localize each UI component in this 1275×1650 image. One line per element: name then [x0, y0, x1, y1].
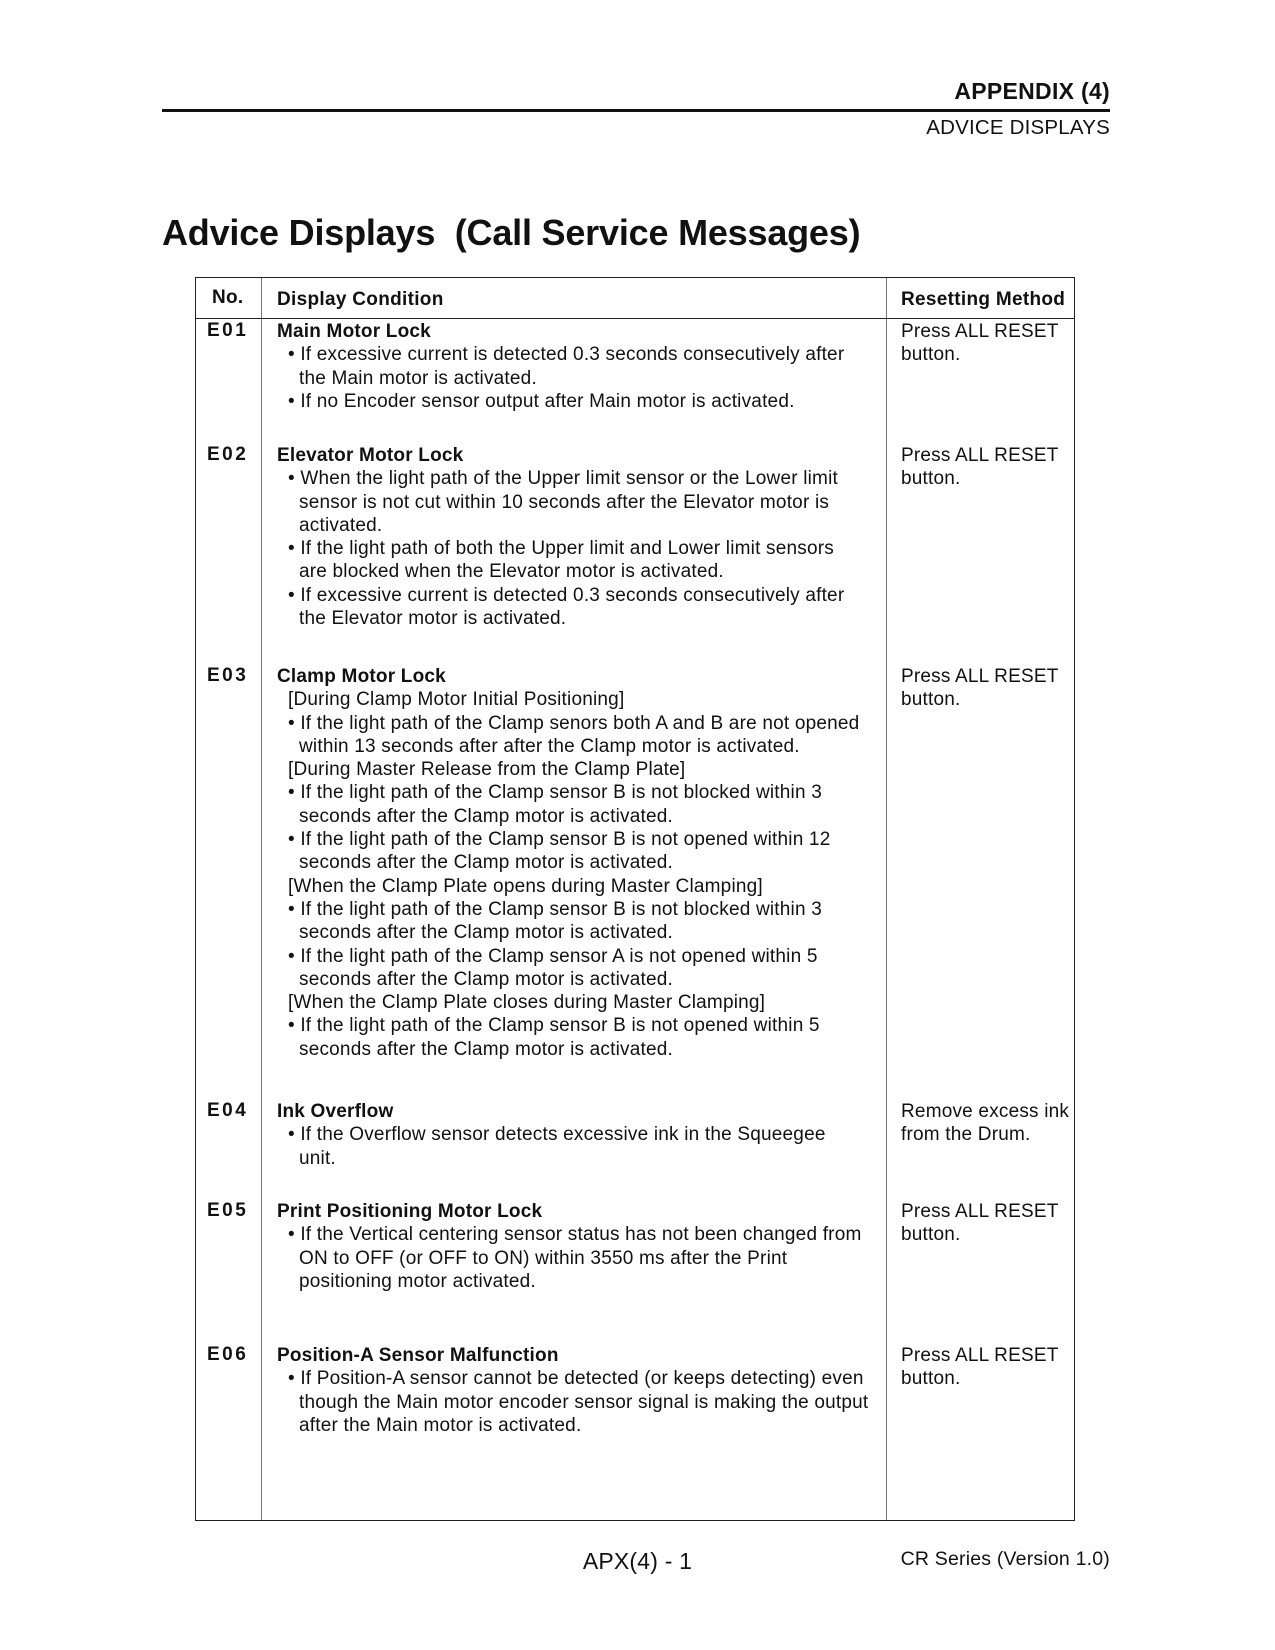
- condition-line: seconds after the Clamp motor is activated.: [299, 968, 673, 990]
- condition-line: the Elevator motor is activated.: [299, 608, 567, 630]
- reset-line: button.: [901, 344, 961, 366]
- error-code: E04: [207, 1100, 249, 1121]
- condition-line: • If the light path of the Clamp sensor B is not opened within 5: [288, 1015, 820, 1037]
- display-condition: [277, 444, 889, 630]
- condition-line: though the Main motor encoder sensor signal is making the output: [299, 1391, 869, 1413]
- condition-line: within 13 seconds after after the Clamp motor is activated.: [299, 735, 800, 757]
- resetting-method: [901, 1344, 1076, 1391]
- condition-line: • If no Encoder sensor output after Main motor is activated.: [288, 390, 795, 412]
- reset-line: button.: [901, 1368, 961, 1390]
- condition-line: are blocked when the Elevator motor is activated.: [299, 561, 724, 583]
- condition-title: Clamp Motor Lock: [277, 666, 446, 687]
- appendix-title: APPENDIX (4): [954, 78, 1110, 104]
- condition-line: the Main motor is activated.: [299, 367, 537, 389]
- condition-line: [During Master Release from the Clamp Plate]: [288, 759, 686, 781]
- section-subtitle: ADVICE DISPLAYS: [926, 116, 1110, 139]
- display-condition: [277, 1344, 889, 1437]
- display-condition: [277, 1100, 889, 1170]
- condition-line: • If the Vertical centering sensor status has not been changed from: [288, 1224, 862, 1246]
- condition-line: • When the light path of the Upper limit sensor or the Lower limit: [288, 468, 838, 490]
- reset-line: Press ALL RESET: [901, 1201, 1059, 1222]
- reset-line: Press ALL RESET: [901, 666, 1059, 687]
- condition-line: [During Clamp Motor Initial Positioning]: [288, 689, 625, 711]
- error-code: E03: [207, 665, 249, 686]
- condition-title: Position-A Sensor Malfunction: [277, 1345, 559, 1366]
- resetting-method: [901, 665, 1076, 712]
- reset-line: Press ALL RESET: [901, 321, 1059, 342]
- resetting-method: [901, 444, 1076, 491]
- condition-line: • If Position-A sensor cannot be detected (or keeps detecting) even: [288, 1368, 864, 1390]
- condition-line: • If the light path of the Clamp sensor B is not opened within 12: [288, 829, 831, 851]
- condition-line: • If the light path of both the Upper limit and Lower limit sensors: [288, 538, 834, 560]
- condition-line: • If the light path of the Clamp senors both A and B are not opened: [288, 712, 860, 734]
- display-condition: [277, 1200, 889, 1293]
- reset-line: Remove excess ink: [901, 1101, 1070, 1122]
- header-divider: [196, 318, 1074, 319]
- error-code: E02: [207, 444, 249, 465]
- resetting-method: [901, 320, 1076, 367]
- reset-line: Press ALL RESET: [901, 1345, 1059, 1366]
- condition-line: • If the light path of the Clamp sensor A is not opened within 5: [288, 945, 818, 967]
- reset-line: from the Drum.: [901, 1124, 1031, 1146]
- error-code: E05: [207, 1200, 249, 1221]
- condition-line: [When the Clamp Plate opens during Master Clamping]: [288, 875, 763, 897]
- condition-line: • If the light path of the Clamp sensor B is not blocked within 3: [288, 782, 822, 804]
- condition-title: Elevator Motor Lock: [277, 445, 464, 466]
- display-condition: [277, 320, 889, 413]
- condition-line: [When the Clamp Plate closes during Master Clamping]: [288, 992, 766, 1014]
- condition-line: after the Main motor is activated.: [299, 1414, 582, 1436]
- condition-line: unit.: [299, 1147, 336, 1169]
- header-no: No.: [212, 287, 244, 308]
- condition-title: Print Positioning Motor Lock: [277, 1201, 543, 1222]
- condition-title: Main Motor Lock: [277, 321, 431, 342]
- display-condition: [277, 665, 889, 1061]
- resetting-method: [901, 1100, 1076, 1147]
- condition-line: seconds after the Clamp motor is activated.: [299, 922, 673, 944]
- condition-line: ON to OFF (or OFF to ON) within 3550 ms after the Print: [299, 1247, 788, 1269]
- reset-line: button.: [901, 1224, 961, 1246]
- condition-title: Ink Overflow: [277, 1101, 394, 1122]
- condition-line: activated.: [299, 514, 383, 536]
- column-divider-no: [261, 278, 262, 1520]
- advice-displays-table: [195, 277, 1075, 1521]
- header-rule: [162, 109, 1110, 112]
- condition-line: seconds after the Clamp motor is activated.: [299, 1038, 673, 1060]
- condition-line: seconds after the Clamp motor is activated.: [299, 805, 673, 827]
- resetting-method: [901, 1200, 1076, 1247]
- page-heading: Advice Displays (Call Service Messages): [162, 212, 861, 253]
- error-code: E01: [207, 320, 249, 341]
- condition-line: • If the light path of the Clamp sensor B is not blocked within 3: [288, 898, 822, 920]
- condition-line: • If excessive current is detected 0.3 seconds consecutively after: [288, 344, 845, 366]
- header-display-condition: Display Condition: [277, 289, 444, 310]
- condition-line: positioning motor activated.: [299, 1270, 536, 1292]
- condition-line: sensor is not cut within 10 seconds after the Elevator motor is: [299, 491, 830, 513]
- reset-line: button.: [901, 468, 961, 490]
- condition-line: seconds after the Clamp motor is activated.: [299, 852, 673, 874]
- error-code: E06: [207, 1344, 249, 1365]
- reset-line: button.: [901, 689, 961, 711]
- header-resetting-method: Resetting Method: [901, 289, 1066, 310]
- reset-line: Press ALL RESET: [901, 445, 1059, 466]
- series-version: CR Series (Version 1.0): [900, 1548, 1110, 1570]
- page-number: APX(4) - 1: [582, 1548, 693, 1574]
- condition-line: • If the Overflow sensor detects excessive ink in the Squeegee: [288, 1124, 826, 1146]
- condition-line: • If excessive current is detected 0.3 seconds consecutively after: [288, 584, 845, 606]
